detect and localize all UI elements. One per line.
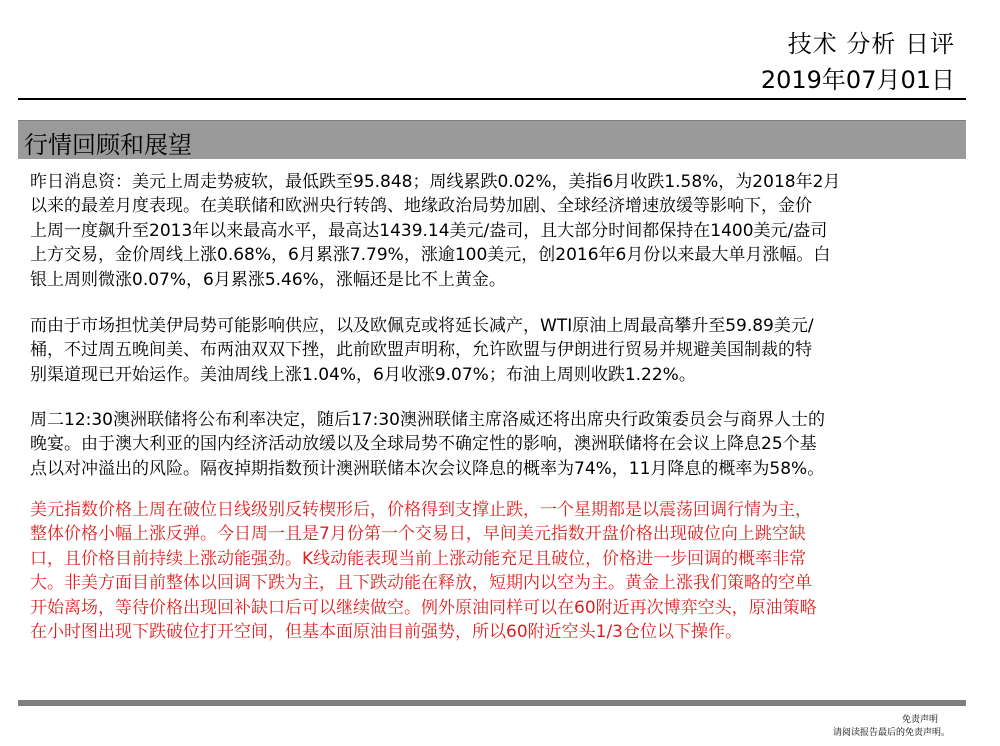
text-line: 点以对冲溢出的风险。隔夜掉期指数预计澳洲联储本次会议降息的概率为74%，11月降息的概率为58%。	[30, 458, 825, 479]
paragraph-rba-news	[30, 408, 955, 481]
text-line: 银上周则微涨0.07%，6月累涨5.46%，涨幅还是比不上黄金。	[30, 269, 506, 290]
paragraph-strategy	[30, 498, 955, 644]
text-line: 口，且价格目前持续上涨动能强劲。K线动能表现当前上涨动能充足且破位，价格进一步回调的概率非常	[30, 548, 807, 569]
text-line: 美元指数价格上周在破位日线级别反转楔形后，价格得到支撑止跌，一个星期都是以震荡回调行情为主，	[30, 500, 812, 520]
text-line: 整体价格小幅上涨反弹。今日周一且是7月份第一个交易日，早间美元指数开盘价格出现破位向上跳空缺	[30, 524, 806, 545]
report-date: 2019年07月01日	[760, 66, 955, 94]
section-title: 行情回顾和展望	[24, 131, 192, 159]
paragraph-oil-news	[30, 314, 955, 387]
paragraph-market-news	[30, 170, 955, 292]
text-line: 而由于市场担忧美伊局势可能影响供应，以及欧佩克或将延长减产，WTI原油上周最高攀升至59.89美元/	[30, 316, 814, 336]
disclaimer-title: 免责声明	[901, 715, 938, 725]
header-divider	[18, 98, 966, 100]
text-line: 上周一度飙升至2013年以来最高水平，最高达1439.14美元/盎司，且大部分时间都保持在1400美元/盎司	[30, 220, 828, 241]
text-line: 别渠道现已开始运作。美油周线上涨1.04%，6月收涨9.07%；布油上周则收跌1.22%。	[30, 364, 696, 385]
footer-divider	[18, 700, 966, 706]
section-header-bar	[18, 120, 966, 159]
text-line: 周二12:30澳洲联储将公布利率决定，随后17:30澳洲联储主席洛威还将出席央行政策委员会与商界人士的	[30, 410, 825, 430]
text-line: 大。非美方面目前整体以回调下跌为主，且下跌动能在释放，短期内以空为主。黄金上涨我们策略的空单	[30, 573, 812, 594]
text-line: 桶，不过周五晚间美、布两油双双下挫，此前欧盟声明称，允许欧盟与伊朗进行贸易并规避美国制裁的特	[30, 340, 812, 361]
text-line: 上方交易，金价周线上涨0.68%，6月累涨7.79%，涨逾100美元，创2016年6月份以来最大单月涨幅。白	[30, 245, 831, 266]
text-line: 晚宴。由于澳大利亚的国内经济活动放缓以及全球局势不确定性的影响，澳洲联储将在会议上降息25个基	[30, 434, 817, 455]
report-title: 技术 分析 日评	[787, 30, 955, 58]
disclaimer-note: 请阅读报告最后的免责声明。	[832, 728, 950, 738]
text-line: 以来的最差月度表现。在美联储和欧洲央行转鸽、地缘政治局势加剧、全球经济增速放缓等影响下，金价	[30, 196, 812, 217]
text-line: 在小时图出现下跌破位打开空间，但基本面原油目前强势，所以60附近空头1/3仓位以下操作。	[30, 622, 742, 643]
text-line: 开始离场，等待价格出现回补缺口后可以继续做空。例外原油同样可以在60附近再次博弈空头，原油策略	[30, 597, 817, 618]
text-line: 昨日消息资：美元上周走势疲软，最低跌至95.848；周线累跌0.02%，美指6月收跌1.58%，为2018年2月	[30, 172, 841, 192]
